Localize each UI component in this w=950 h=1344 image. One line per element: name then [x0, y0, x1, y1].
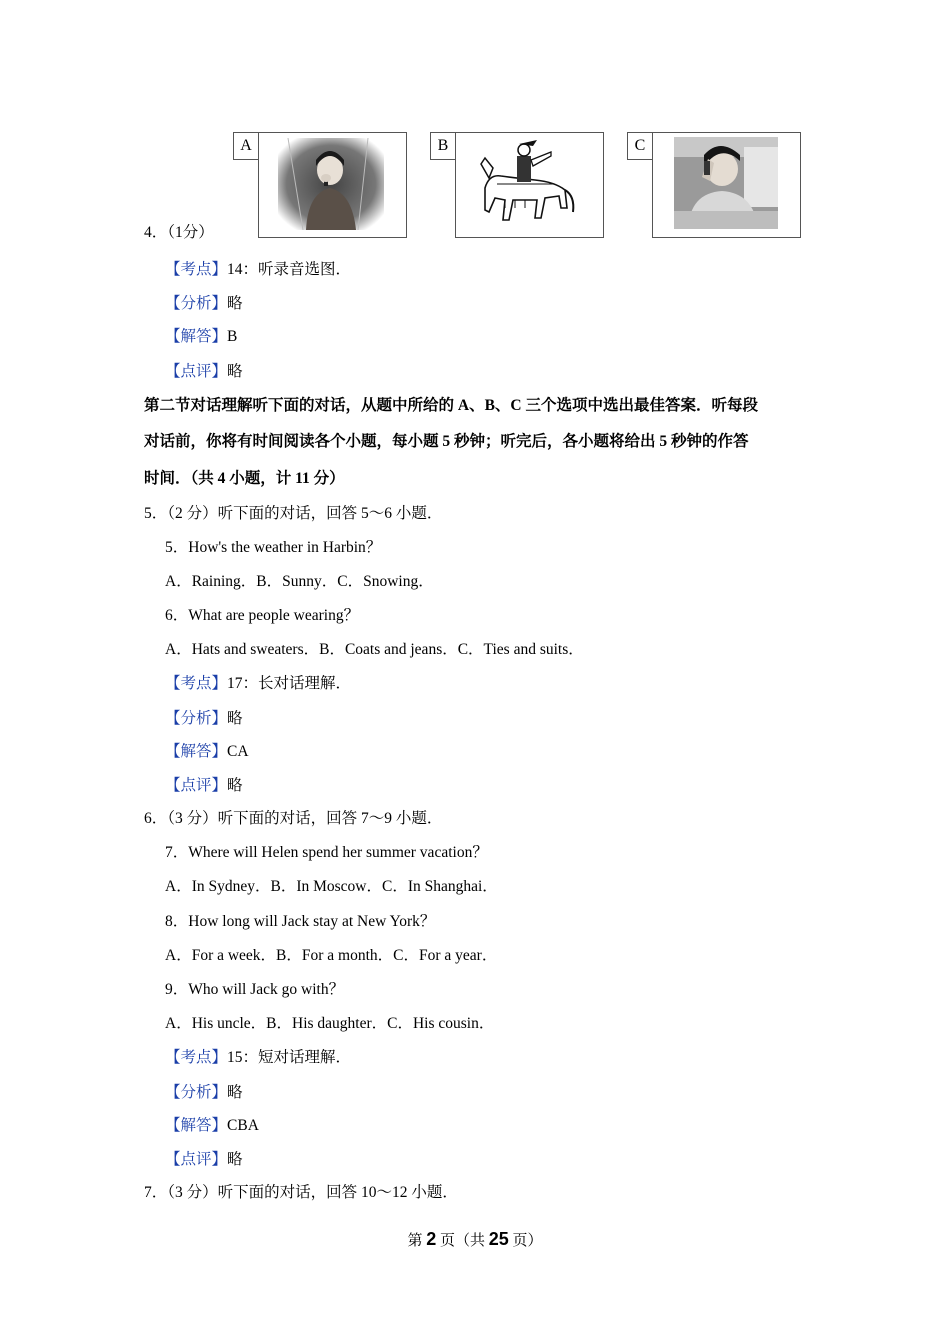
fenxi-text: 略 — [227, 295, 243, 312]
question-7-label: 7．（3 分）听下面的对话，回答 10～12 小题． — [144, 1184, 458, 1201]
section-2-heading-line-1: 第二节对话理解听下面的对话，从题中所给的 A、B、C 三个选项中选出最佳答案．听每段 — [144, 397, 758, 414]
section-2-heading-line-3: 时间．（共 4 小题，计 11 分） — [144, 470, 345, 487]
jieda-row — [165, 742, 249, 762]
section-2-heading-line-2: 对话前，你将有时间阅读各个小题，每小题 5 秒钟；听完后，各小题将给出 5 秒钟的作答 — [144, 433, 749, 450]
fenxi-row — [165, 709, 243, 729]
fenxi-text: 略 — [227, 1084, 243, 1101]
kaodian-text: 14：听录音选图． — [227, 261, 352, 278]
sub-question-options: A．Raining．B．Sunny．C．Snowing． — [165, 573, 434, 590]
jieda-tag: 【解答】 — [165, 743, 228, 760]
sub-question-options: A．Hats and sweaters．B．Coats and jeans．C．Ties and suits． — [165, 641, 584, 658]
question-5-label: 5．（2 分）听下面的对话，回答 5～6 小题． — [144, 505, 443, 522]
jieda-row — [165, 327, 237, 347]
kaodian-text: 15：短对话理解． — [227, 1049, 352, 1066]
jieda-text: CBA — [227, 1117, 259, 1134]
knight-on-horse-image — [475, 138, 579, 230]
dianping-tag: 【点评】 — [165, 363, 228, 380]
option-letter: A — [233, 132, 259, 160]
option-letter: B — [430, 132, 456, 160]
dianping-text: 略 — [227, 777, 243, 794]
jieda-text: CA — [227, 743, 249, 760]
fenxi-row — [165, 1083, 243, 1103]
footer-middle: 页（共 — [436, 1233, 489, 1249]
fenxi-tag: 【分析】 — [165, 1084, 228, 1101]
jieda-tag: 【解答】 — [165, 328, 228, 345]
sub-question-options: A．For a week．B．For a month．C．For a year． — [165, 947, 498, 964]
sub-question: 9．Who will Jack go with？ — [165, 981, 345, 998]
jieda-tag: 【解答】 — [165, 1117, 228, 1134]
kaodian-row — [165, 674, 351, 694]
option-letter: C — [627, 132, 653, 160]
jieda-row — [165, 1116, 259, 1136]
person-on-phone-image — [674, 137, 778, 229]
current-page-number: 2 — [426, 1229, 437, 1249]
kaodian-row — [165, 260, 351, 280]
kaodian-tag: 【考点】 — [165, 675, 228, 692]
footer-prefix: 第 — [407, 1233, 427, 1249]
question-4-label: 4．（1分） — [144, 224, 214, 241]
sub-question-options: A．In Sydney．B．In Moscow．C．In Shanghai． — [165, 878, 498, 895]
kaodian-tag: 【考点】 — [165, 1049, 228, 1066]
fenxi-text: 略 — [227, 710, 243, 727]
sub-question: 6．What are people wearing？ — [165, 607, 360, 624]
jieda-text: B — [227, 328, 238, 345]
page-footer — [0, 1229, 950, 1251]
question-6-label: 6．（3 分）听下面的对话，回答 7～9 小题． — [144, 810, 443, 827]
fenxi-tag: 【分析】 — [165, 710, 228, 727]
total-pages-number: 25 — [488, 1229, 509, 1249]
dianping-row — [165, 1150, 243, 1170]
dianping-text: 略 — [227, 363, 243, 380]
kaodian-text: 17：长对话理解． — [227, 675, 352, 692]
dianping-tag: 【点评】 — [165, 1151, 228, 1168]
sub-question: 7．Where will Helen spend her summer vacation？ — [165, 844, 488, 861]
dianping-tag: 【点评】 — [165, 777, 228, 794]
dianping-row — [165, 362, 243, 382]
dianping-text: 略 — [227, 1151, 243, 1168]
fenxi-row — [165, 294, 243, 314]
sub-question: 8．How long will Jack stay at New York？ — [165, 913, 436, 930]
fenxi-tag: 【分析】 — [165, 295, 228, 312]
kaodian-tag: 【考点】 — [165, 261, 228, 278]
sub-question: 5．How's the weather in Harbin？ — [165, 539, 382, 556]
singer-image — [278, 138, 384, 230]
dianping-row — [165, 776, 243, 796]
kaodian-row — [165, 1048, 351, 1068]
footer-suffix: 页） — [508, 1233, 543, 1249]
sub-question-options: A．His uncle．B．His daughter．C．His cousin． — [165, 1015, 495, 1032]
